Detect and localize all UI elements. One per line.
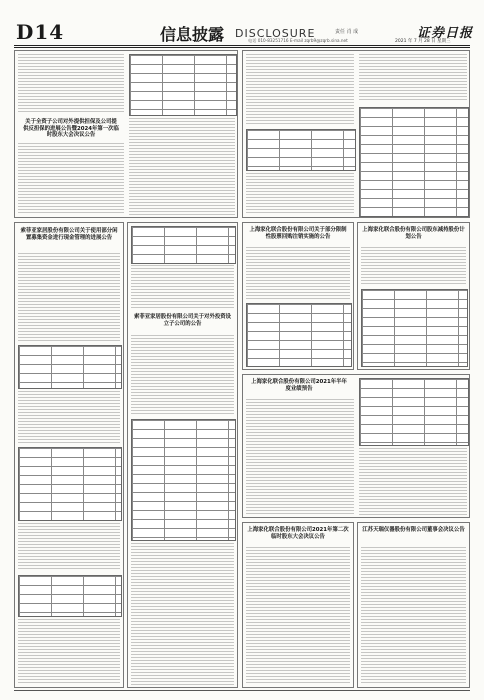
data-table	[131, 226, 236, 264]
article-title: 上海家化联合股份有限公司关于部分限制性股票回购注销实施的公告	[247, 226, 349, 241]
text-body	[129, 118, 235, 215]
text-body	[131, 335, 234, 415]
text-body	[359, 448, 467, 515]
data-table	[246, 129, 356, 171]
notice-block-bottom-right	[357, 522, 470, 688]
article-title: 索菲亚家居股份有限公司关于使用部分闲置募集资金进行现金管理的进展公告	[20, 228, 118, 241]
newspaper-logo: 证券日报	[416, 26, 473, 41]
contact-line: 电话 010-83251716 E-mail zqrb9@zqrb.sina.net	[248, 38, 348, 43]
article-title: 上海家化联合股份有限公司2021年半年度业绩预告	[251, 379, 347, 392]
header-rule-thin	[14, 47, 470, 48]
section-title-en: DISCLOSURE	[235, 27, 316, 40]
footer-rule	[14, 690, 470, 691]
text-body	[18, 523, 120, 571]
page-number: D14	[16, 20, 65, 44]
data-table	[18, 447, 122, 521]
data-table	[131, 419, 236, 541]
text-body	[246, 399, 354, 515]
editor-line: 责任 肖 成	[335, 29, 359, 35]
header-rule	[14, 45, 470, 46]
data-table	[361, 289, 468, 367]
text-body	[246, 547, 350, 685]
data-table	[18, 575, 122, 617]
notice-block-top-right	[242, 50, 470, 218]
data-table	[129, 54, 237, 116]
article-title: 索菲亚家居股份有限公司关于对外投资设立子公司的公告	[133, 314, 232, 327]
article-title: 关于全资子公司对外提供担保及公司提供反担保的进展公告暨2024年第一次临时股东大会决议公告	[23, 119, 119, 139]
data-table	[246, 303, 352, 367]
article-title: 江苏天瑞仪器股份有限公司董事会决议公告	[362, 527, 465, 533]
article-title: 上海家化联合股份有限公司股东减持股份计划公告	[362, 227, 465, 240]
text-body	[131, 543, 234, 685]
text-body	[361, 247, 466, 285]
text-body	[246, 247, 350, 299]
text-body	[361, 547, 466, 685]
text-body	[18, 619, 120, 685]
notice-block-bottom-center	[242, 522, 354, 688]
data-table	[18, 345, 122, 389]
notice-block-mid-right	[242, 374, 470, 518]
article-title: 上海家化联合股份有限公司2021年第二次临时股东大会决议公告	[247, 527, 349, 540]
notice-block-top-left	[14, 50, 238, 218]
masthead	[0, 0, 484, 46]
data-table	[359, 107, 469, 217]
text-body	[246, 54, 354, 124]
notice-block-left	[14, 222, 124, 688]
issue-date: 2021 年 7 月 28 日 星期三	[395, 39, 451, 44]
text-body	[18, 391, 120, 443]
notice-block-center	[242, 222, 354, 370]
text-body	[131, 265, 234, 309]
notice-block-center-left	[127, 222, 238, 688]
data-table	[359, 378, 469, 446]
text-body	[18, 253, 120, 341]
text-body	[246, 173, 354, 215]
text-body	[18, 54, 124, 112]
notice-block-right	[357, 222, 470, 370]
section-title: 信息披露	[160, 25, 225, 44]
text-body	[359, 54, 467, 102]
text-body	[18, 143, 124, 215]
